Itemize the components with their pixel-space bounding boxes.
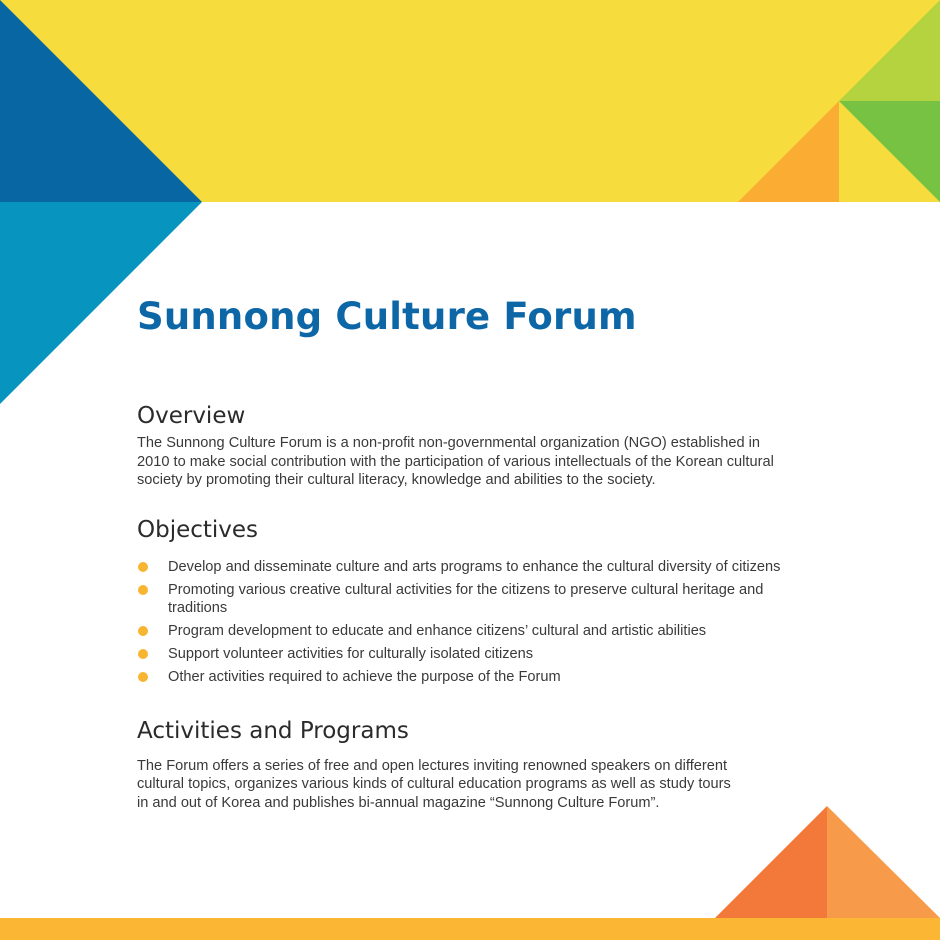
objective-text: Program development to educate and enhance citizens’ cultural and artistic abilities [168, 623, 707, 639]
activities-line: cultural topics, organizes various kinds of cultural education programs as well as study tours [137, 776, 731, 792]
orange-light-triangle [827, 806, 940, 918]
objective-text: Other activities required to achieve the purpose of the Forum [168, 669, 561, 685]
bottom-orange-bar [0, 918, 940, 940]
bullet-dot-icon [138, 562, 148, 572]
overview-line: The Sunnong Culture Forum is a non-profit non-governmental organization (NGO) established in [137, 435, 760, 451]
activities-heading: Activities and Programs [137, 717, 409, 744]
objective-text: Develop and disseminate culture and arts programs to enhance the cultural diversity of citizens [168, 558, 781, 575]
overview-heading: Overview [137, 403, 246, 429]
objective-item [137, 581, 857, 618]
bullet-dot-icon [138, 649, 148, 659]
objective-text: traditions [168, 600, 228, 616]
bullet-dot-icon [138, 585, 148, 595]
orange-dark-triangle [715, 806, 827, 918]
page-title: Sunnong Culture Forum [137, 295, 637, 338]
objectives-list [137, 558, 857, 687]
objective-item [137, 668, 857, 687]
main-content [137, 290, 857, 812]
overview-line: 2010 to make social contribution with the participation of various intellectuals of the Korean cultural [137, 453, 774, 470]
objective-item [137, 558, 857, 577]
objective-item [137, 622, 857, 641]
activities-text [137, 757, 857, 813]
overview-text [137, 434, 857, 490]
activities-line: in and out of Korea and publishes bi-annual magazine “Sunnong Culture Forum”. [137, 794, 660, 811]
objective-text: Promoting various creative cultural activities for the citizens to preserve cultural heritage and [168, 581, 764, 598]
objectives-heading: Objectives [137, 516, 259, 543]
objective-item [137, 645, 857, 664]
activities-line: The Forum offers a series of free and open lectures inviting renowned speakers on different [137, 757, 728, 774]
overview-line: society by promoting their cultural literacy, knowledge and abilities to the society. [137, 472, 656, 488]
bullet-dot-icon [138, 626, 148, 636]
bullet-dot-icon [138, 672, 148, 682]
objective-text: Support volunteer activities for culturally isolated citizens [168, 646, 534, 662]
